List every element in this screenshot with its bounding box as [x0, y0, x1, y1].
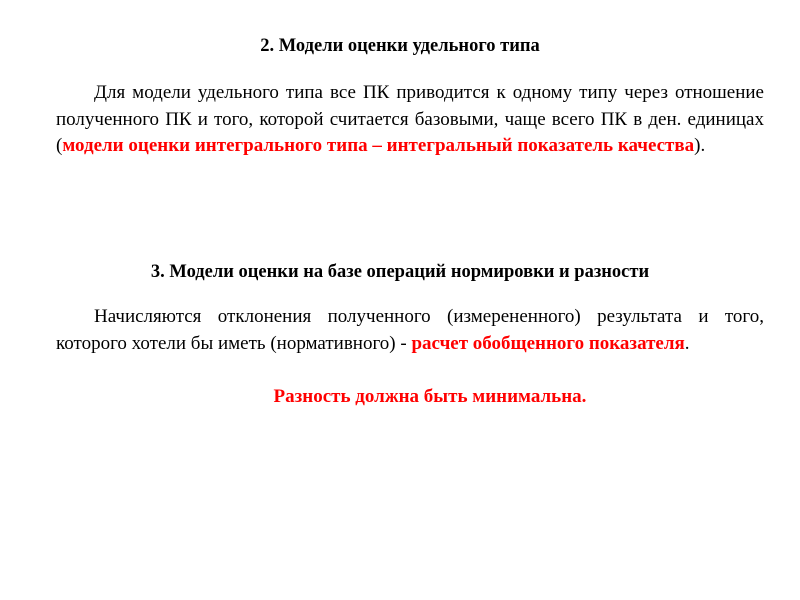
section3-text-end: .	[684, 332, 690, 354]
section3-text: Начисляются отклонения полученного (измерененного) результата и того, которого хотели бы иметь (нормативного) -	[56, 306, 764, 354]
section3-paragraph	[56, 304, 764, 357]
section2-highlight: модели оценки интегрального типа – интегральный показатель качества	[62, 135, 695, 156]
section2-text: Для модели удельного типа все ПК приводится к одному типу через отношение полученного ПК и того, которой считается базовыми, чаще всего ПК в ден. единицах (	[56, 82, 764, 156]
section3-note: Разность должна быть минимальна.	[273, 386, 587, 407]
section2-paragraph	[56, 80, 764, 160]
section2-heading: 2. Модели оценки удельного типа	[260, 36, 540, 56]
section2-text-end: ).	[694, 135, 706, 156]
section3-highlight: расчет обобщенного показателя	[411, 332, 685, 354]
section3-heading: 3. Модели оценки на базе операций нормировки и разности	[150, 262, 650, 282]
